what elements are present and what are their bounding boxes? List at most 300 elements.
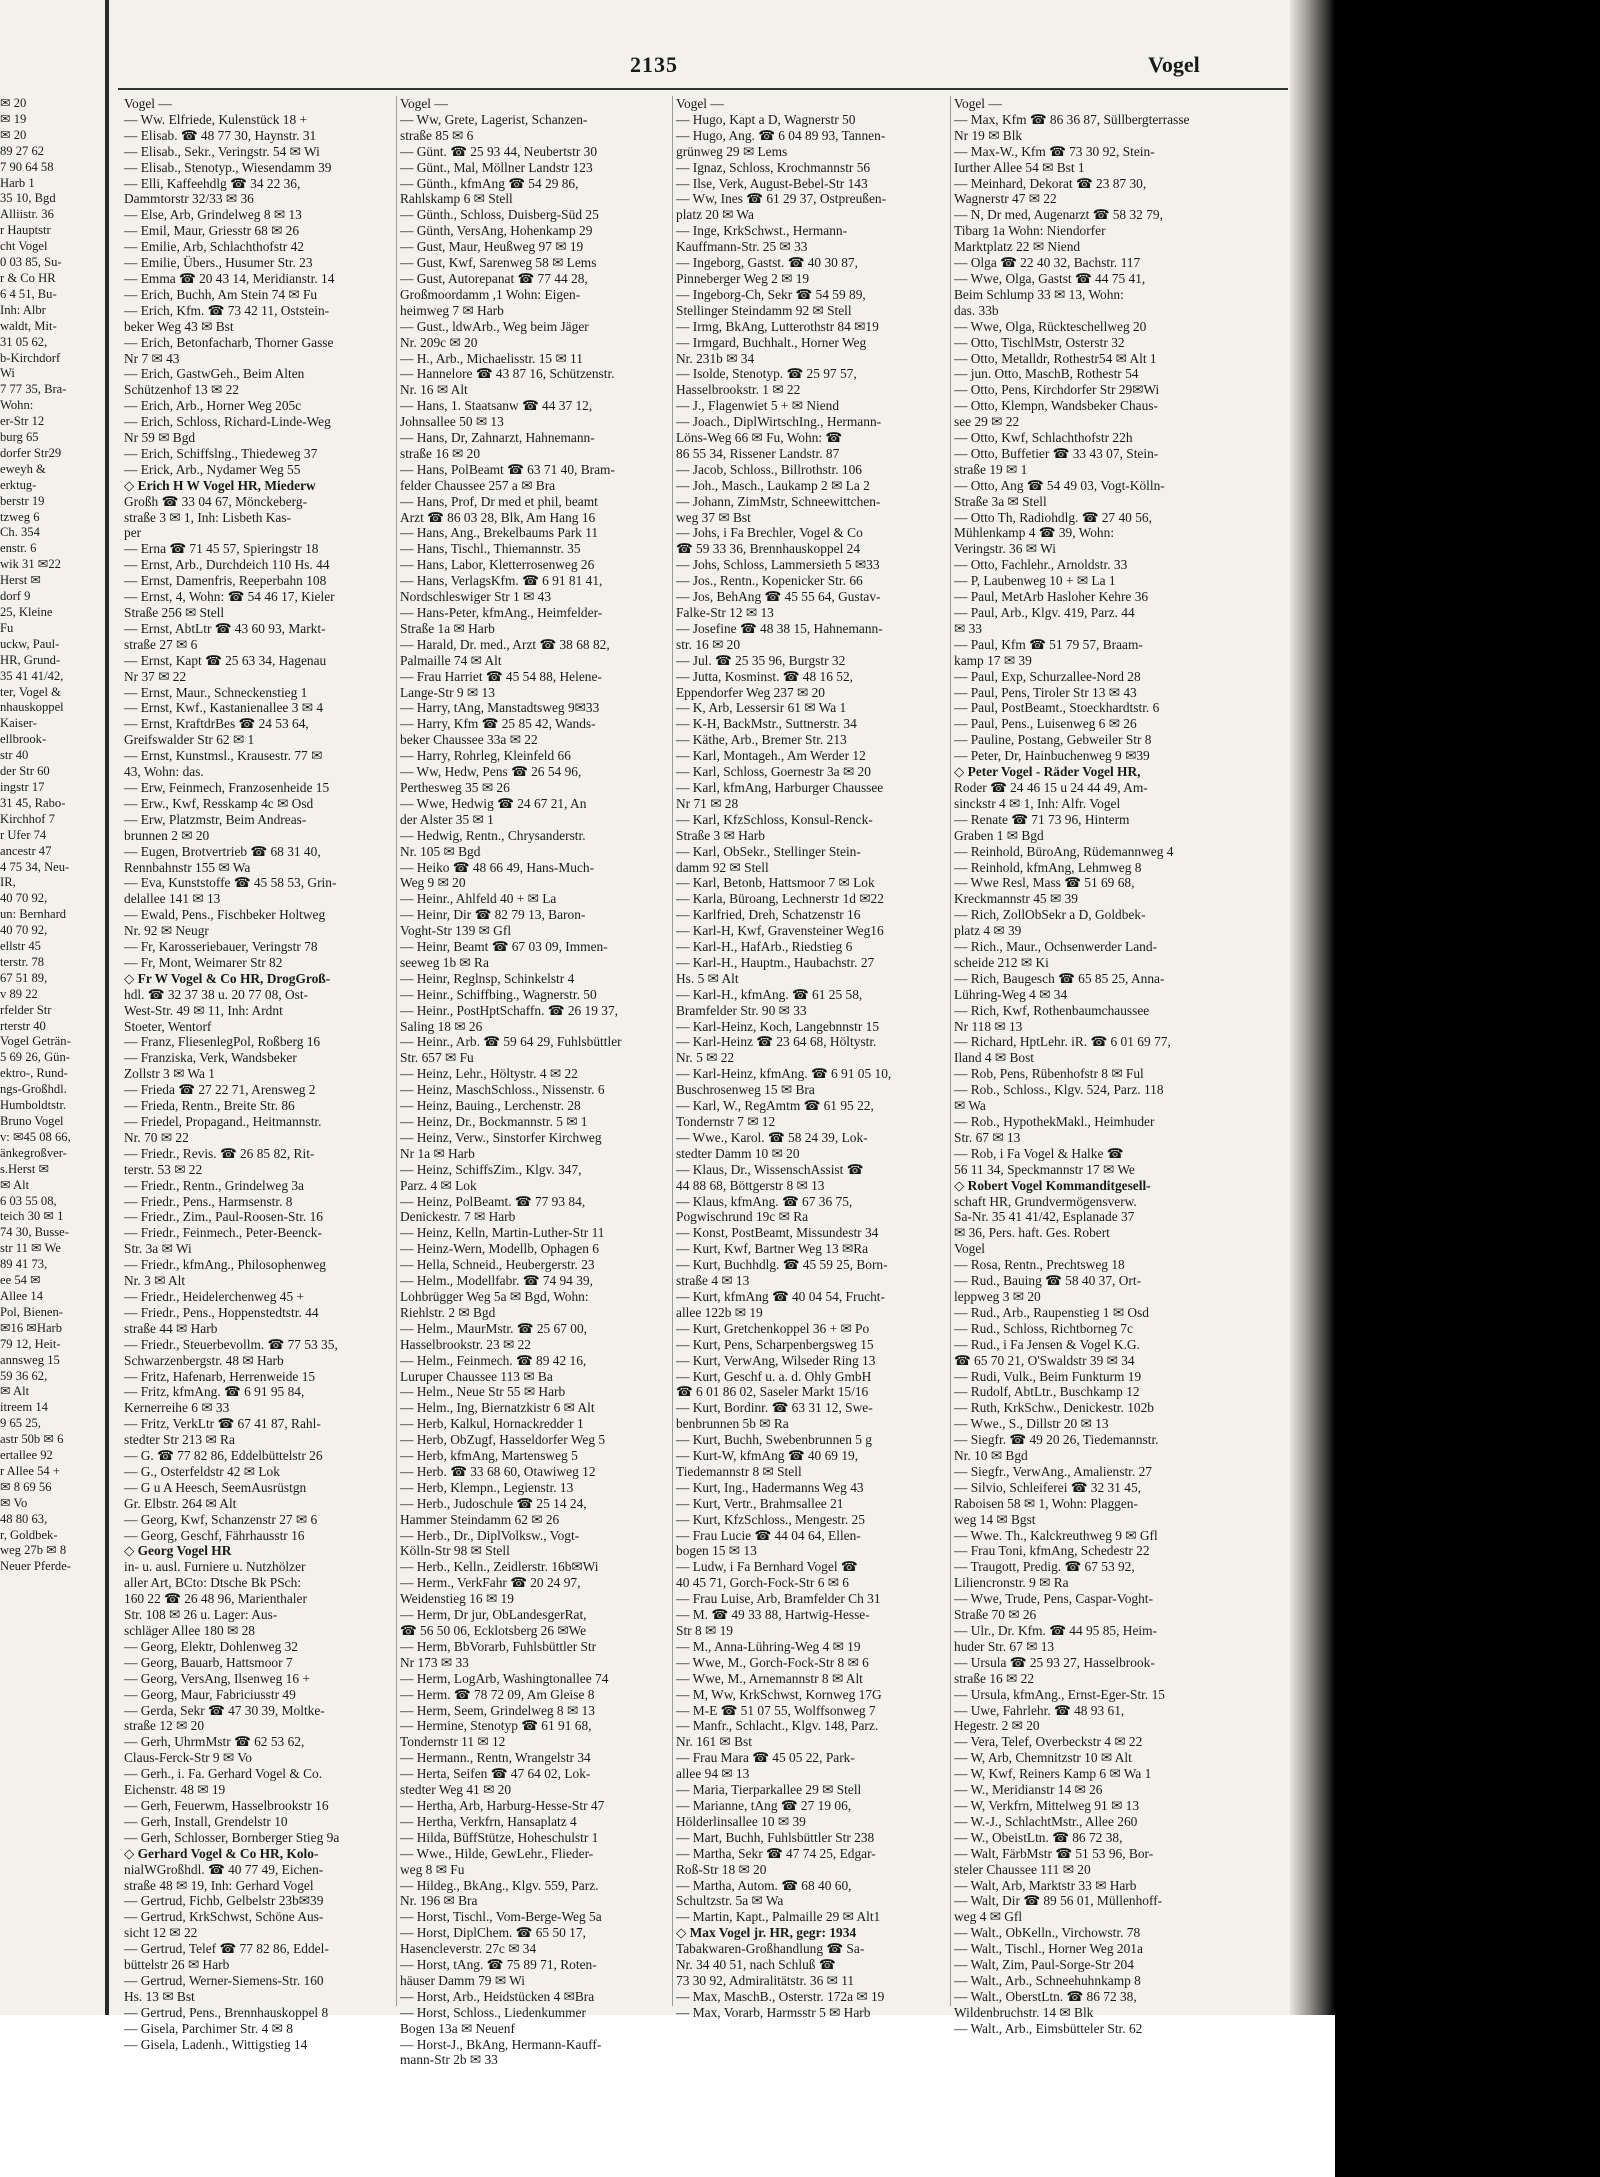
directory-entry-line: Nr. 161 ✉ Bst: [676, 1734, 752, 1750]
directory-entry-line: Ch. 354: [0, 525, 40, 540]
directory-entry-line: ☎ 56 50 06, Ecklotsberg 26 ✉We: [400, 1623, 587, 1638]
directory-entry-line: ☎ 6 01 86 02, Saseler Markt 15/16: [676, 1384, 869, 1400]
directory-entry-line: — Max-W., Kfm ☎ 73 30 92, Stein-: [954, 143, 1155, 159]
directory-entry-line: 59 36 62,: [0, 1368, 48, 1383]
directory-entry-line: — Heinz, Dr., Bockmannstr. 5 ✉ 1: [400, 1114, 588, 1129]
directory-entry-line: — W., Meridianstr 14 ✉ 26: [954, 1782, 1103, 1798]
directory-entry-line: — Kurt-W, kfmAng ☎ 40 69 19,: [676, 1448, 859, 1464]
directory-entry-line: Denickestr. 7 ✉ Harb: [400, 1209, 516, 1225]
directory-entry-line: — Walt., Tischl., Horner Weg 201a: [954, 1941, 1143, 1957]
directory-entry-line: — Heinr., Ahlfeld 40 + ✉ La: [400, 891, 557, 907]
directory-entry-line: Nr 173 ✉ 33: [400, 1654, 469, 1670]
directory-entry-line: — Heinr, Beamt ☎ 67 03 09, Immen-: [400, 939, 608, 955]
directory-entry-line: ◇ Georg Vogel HR: [124, 1543, 232, 1559]
directory-entry-line: — Heinr., Arb. ☎ 59 64 29, Fuhlsbüttler: [400, 1034, 622, 1050]
directory-entry-line: — Helm., Neue Str 55 ✉ Harb: [400, 1384, 566, 1400]
directory-entry-line: — Friedr., Feinmech., Peter-Beenck-: [124, 1225, 322, 1241]
directory-entry-line: ellstr 45: [0, 939, 41, 954]
directory-entry-line: Stellinger Steindamm 92 ✉ Stell: [676, 302, 852, 318]
directory-entry-line: — Wwe, Olga, Rückteschellweg 20: [954, 318, 1147, 334]
directory-entry-line: — Kurt, Buchhdlg. ☎ 45 59 25, Born-: [676, 1257, 888, 1273]
directory-entry-line: — Martin, Kapt., Palmaille 29 ✉ Alt1: [676, 1909, 881, 1925]
directory-entry-line: — Georg, Elektr, Dohlenweg 32: [124, 1638, 298, 1654]
directory-entry-line: heimweg 7 ✉ Harb: [400, 302, 504, 318]
directory-entry-line: — Hugo, Ang. ☎ 6 04 89 93, Tannen-: [676, 127, 886, 143]
directory-entry-line: ☎ 59 33 36, Brennhauskoppel 24: [676, 541, 861, 557]
directory-entry-line: — Frieda, Rentn., Breite Str. 86: [124, 1098, 295, 1114]
directory-entry-line: — Helm., Feinmech. ☎ 89 42 16,: [400, 1352, 587, 1368]
directory-entry-line: Nordschleswiger Str 1 ✉ 43: [400, 589, 552, 605]
directory-entry-line: v 89 22: [0, 986, 38, 1001]
directory-entry-line: — Horst-J., BkAng, Hermann-Kauff-: [400, 2036, 602, 2052]
directory-entry-line: Allee 14: [0, 1288, 44, 1303]
directory-entry-line: Nr 1a ✉ Harb: [400, 1145, 475, 1161]
directory-entry-line: — Herb, ObZugf, Hasseldorfer Weg 5: [400, 1432, 606, 1448]
directory-entry-line: annsweg 15: [0, 1352, 60, 1367]
directory-entry-line: Tondernstr 7 ✉ 12: [676, 1114, 776, 1129]
directory-entry-line: — Wwe, Trude, Pens, Caspar-Voght-: [954, 1591, 1153, 1607]
directory-entry-line: 160 22 ☎ 26 48 96, Marienthaler: [124, 1591, 307, 1607]
directory-entry-line: — Herm, BbVorarb, Fuhlsbüttler Str: [400, 1638, 597, 1654]
directory-entry-line: — W, Verkfrn, Mittelweg 91 ✉ 13: [954, 1797, 1140, 1813]
directory-entry-line: ✉ Alt: [0, 1384, 30, 1399]
directory-entry-line: Vogel —: [676, 96, 724, 111]
directory-entry-line: Parz. 4 ✉ Lok: [400, 1177, 477, 1193]
directory-entry-line: — Harry, Rohrleg, Kleinfeld 66: [400, 748, 571, 764]
directory-entry-line: — Paul, Kfm ☎ 51 79 57, Braam-: [954, 636, 1143, 652]
directory-entry-line: Schützenhof 13 ✉ 22: [124, 382, 239, 398]
directory-entry-line: Vogel Geträn-: [0, 1034, 71, 1049]
directory-entry-line: 7 77 35, Bra-: [0, 382, 67, 397]
directory-entry-line: straße 12 ✉ 20: [124, 1718, 205, 1734]
directory-entry-line: — Kurt, kfmAng ☎ 40 04 54, Frucht-: [676, 1288, 885, 1304]
directory-entry-line: straße 4 ✉ 13: [676, 1273, 750, 1289]
directory-entry-line: ◇ Fr W Vogel & Co HR, DrogGroß-: [124, 970, 331, 986]
directory-entry-line: kamp 17 ✉ 39: [954, 652, 1032, 668]
directory-entry-line: — Karl-H., HafArb., Riedstieg 6: [676, 939, 853, 955]
directory-entry-line: Tibarg 1a Wohn: Niendorfer: [954, 223, 1106, 239]
directory-entry-line: — Gust., ldwArb., Weg beim Jäger: [400, 318, 589, 334]
directory-entry-line: — Horst, Arb., Heidstücken 4 ✉Bra: [400, 1988, 595, 2004]
directory-entry-line: — Hella, Schneid., Heubergerstr. 23: [400, 1257, 595, 1273]
directory-entry-line: — Martha, Autom. ☎ 68 40 60,: [676, 1877, 852, 1893]
directory-entry-line: — Hans, PolBeamt ☎ 63 71 40, Bram-: [400, 461, 615, 477]
directory-entry-line: Saling 18 ✉ 26: [400, 1018, 483, 1034]
directory-entry-line: — W, Kwf, Reiners Kamp 6 ✉ Wa 1: [954, 1766, 1152, 1782]
directory-entry-line: — Max, Kfm ☎ 86 36 87, Süllbergterrasse: [954, 111, 1190, 127]
directory-entry-line: — Ernst, 4, Wohn: ☎ 54 46 17, Kieler: [124, 589, 335, 605]
directory-entry-line: änkegroßver-: [0, 1145, 67, 1160]
directory-entry-line: Pol, Bienen-: [0, 1304, 63, 1319]
directory-entry-line: — Silvio, Schleiferei ☎ 32 31 45,: [954, 1479, 1142, 1495]
directory-entry-line: — Maria, Tierparkallee 29 ✉ Stell: [676, 1782, 862, 1798]
directory-entry-line: — Elli, Kaffeehdlg ☎ 34 22 36,: [124, 175, 301, 191]
directory-entry-line: Vogel: [954, 1241, 985, 1257]
directory-entry-line: dorfer Str29: [0, 445, 62, 460]
directory-entry-line: Eichenstr. 48 ✉ 19: [124, 1782, 226, 1798]
directory-entry-line: Roder ☎ 24 46 15 u 24 44 49, Am-: [954, 779, 1148, 795]
directory-entry-line: — Herb, kfmAng, Martensweg 5: [400, 1448, 578, 1464]
directory-entry-line: — Rud., i Fa Jensen & Vogel K.G.: [954, 1336, 1140, 1352]
directory-entry-line: — Klaus, kfmAng. ☎ 67 36 75,: [676, 1193, 853, 1209]
directory-entry-line: benbrunnen 5b ✉ Ra: [676, 1416, 789, 1432]
directory-entry-line: — Walt., ObKelln., Virchowstr. 78: [954, 1925, 1141, 1941]
directory-entry-line: — Georg, VersAng, Ilsenweg 16 +: [124, 1670, 310, 1686]
directory-entry-line: Tiedemannstr 8 ✉ Stell: [676, 1463, 802, 1479]
directory-entry-line: — Karl-Heinz, kfmAng. ☎ 6 91 05 10,: [676, 1066, 892, 1082]
directory-entry-line: aller Art, BCto: Dtsche Bk PSch:: [124, 1575, 302, 1591]
directory-entry-line: Vogel —: [124, 96, 172, 111]
directory-entry-line: — Wwe. Th., Kalckreuthweg 9 ✉ Gfl: [954, 1527, 1158, 1543]
directory-entry-line: — Else, Arb, Grindelweg 8 ✉ 13: [124, 207, 302, 223]
directory-entry-line: 6 4 51, Bu-: [0, 286, 57, 301]
directory-entry-line: 89 41 73,: [0, 1257, 48, 1272]
directory-entry-line: — Friedr., Rentn., Grindelweg 3a: [124, 1177, 304, 1193]
directory-entry-line: — Martha, Sekr ☎ 47 74 25, Edgar-: [676, 1845, 876, 1861]
directory-entry-line: weg 14 ✉ Bgst: [954, 1511, 1036, 1527]
directory-entry-line: 89 27 62: [0, 143, 45, 158]
directory-entry-line: — Rich, Kwf, Rothenbaumchaussee: [954, 1002, 1150, 1018]
directory-entry-line: — Paul, PostBeamt., Stoeckhardtstr. 6: [954, 700, 1160, 716]
directory-entry-line: — Erw, Feinmech, Franzosenheide 15: [124, 779, 330, 795]
page-gutter: [105, 0, 109, 2015]
directory-entry-line: — Wwe Resl, Mass ☎ 51 69 68,: [954, 875, 1135, 891]
directory-entry-line: — Paul, Pens., Luisenweg 6 ✉ 26: [954, 716, 1137, 732]
directory-entry-line: bogen 15 ✉ 13: [676, 1543, 757, 1559]
directory-entry-line: — Ruth, KrkSchw., Denickestr. 102b: [954, 1400, 1154, 1416]
directory-entry-line: rterstr 40: [0, 1018, 46, 1033]
directory-entry-line: — Heinz, Verw., Sinstorfer Kirchweg: [400, 1129, 602, 1145]
directory-entry-line: — Wwe., Hilde, GewLehr., Flieder-: [400, 1845, 594, 1861]
directory-entry-line: — Joh., Masch., Laukamp 2 ✉ La 2: [676, 477, 870, 493]
directory-entry-line: — Fritz, VerkLtr ☎ 67 41 87, Rahl-: [124, 1416, 321, 1432]
directory-entry-line: 35 10, Bgd: [0, 191, 56, 206]
directory-entry-line: 43, Wohn: das.: [124, 764, 204, 780]
directory-entry-line: — Reinhold, BüroAng, Rüdemannweg 4: [954, 843, 1174, 859]
directory-entry-line: — Rudolf, AbtLtr., Buschkamp 12: [954, 1384, 1140, 1400]
page-edge-shadow: [1290, 0, 1335, 2015]
directory-entry-line: — Günt. ☎ 25 93 44, Neubertstr 30: [400, 143, 598, 159]
directory-entry-line: — Frau Mara ☎ 45 05 22, Park-: [676, 1750, 855, 1766]
directory-entry-line: — Helm., Ing, Biernatzkistr 6 ✉ Alt: [400, 1400, 595, 1416]
directory-entry-line: — W, Arb, Chemnitzstr 10 ✉ Alt: [954, 1750, 1132, 1766]
directory-entry-line: — Heinr, Reglnsp, Schinkelstr 4: [400, 970, 575, 986]
directory-entry-line: West-Str. 49 ✉ 11, Inh: Ardnt: [124, 1002, 283, 1018]
directory-entry-line: Dammtorstr 32/33 ✉ 36: [124, 191, 254, 207]
directory-entry-line: — Hans, Labor, Kletterrosenweg 26: [400, 557, 595, 573]
directory-entry-line: delallee 141 ✉ 13: [124, 891, 221, 907]
directory-entry-line: der Str 60: [0, 764, 50, 779]
directory-entry-line: — Wwe, M., Arnemannstr 8 ✉ Alt: [676, 1670, 863, 1686]
directory-entry-line: Johnsallee 50 ✉ 13: [400, 414, 504, 430]
directory-entry-line: — Otto, Ang ☎ 54 49 03, Vogt-Kölln-: [954, 477, 1165, 493]
directory-entry-line: Fu: [0, 620, 14, 635]
directory-entry-line: terstr. 78: [0, 954, 45, 969]
directory-entry-line: — Kurt, VerwAng, Wilseder Ring 13: [676, 1352, 876, 1368]
directory-entry-line: 40 70 92,: [0, 891, 48, 906]
directory-entry-line: — Kurt, Pens, Scharpenbergsweg 15: [676, 1336, 874, 1352]
directory-entry-line: Nr 7 ✉ 43: [124, 350, 180, 366]
directory-entry-line: — Friedr., kfmAng., Philosophenweg: [124, 1257, 326, 1273]
directory-entry-line: — Mart, Buchh, Fuhlsbüttler Str 238: [676, 1829, 875, 1845]
directory-entry-line: 4 75 34, Neu-: [0, 859, 70, 874]
directory-entry-line: — Eva, Kunststoffe ☎ 45 58 53, Grin-: [124, 875, 337, 891]
directory-entry-line: Hasselbrookstr. 23 ✉ 22: [400, 1336, 531, 1352]
directory-entry-line: — Ulr., Dr. Kfm. ☎ 44 95 85, Heim-: [954, 1623, 1158, 1638]
directory-entry-line: Nr. 34 40 51, nach Schluß ☎: [676, 1957, 836, 1973]
directory-entry-line: str. 16 ✉ 20: [676, 636, 741, 652]
directory-entry-line: r & Co HR: [0, 270, 56, 285]
directory-entry-line: Nr. 231b ✉ 34: [676, 350, 755, 366]
directory-entry-line: Kauffmann-Str. 25 ✉ 33: [676, 239, 808, 255]
directory-entry-line: Lühring-Weg 4 ✉ 34: [954, 986, 1068, 1002]
directory-entry-line: häuser Damm 79 ✉ Wi: [400, 1972, 525, 1988]
directory-entry-line: ✉16 ✉Harb: [0, 1320, 63, 1335]
directory-entry-line: schaft HR, Grundvermögensverw.: [954, 1193, 1137, 1209]
directory-entry-line: — Ww. Elfriede, Kulenstück 18 +: [124, 111, 308, 127]
directory-entry-line: — Heinr., Schiffbing., Wagnerstr. 50: [400, 986, 597, 1002]
directory-entry-line: — Heinz, Bauing., Lerchenstr. 28: [400, 1098, 581, 1114]
directory-entry-line: — Ernst, KraftdrBes ☎ 24 53 64,: [124, 716, 309, 732]
directory-entry-line: ✉ Vo: [0, 1495, 28, 1510]
directory-entry-line: ✉ 20: [0, 96, 27, 110]
directory-entry-line: 73 30 92, Admiralitätstr. 36 ✉ 11: [676, 1972, 855, 1988]
directory-entry-line: — Fritz, kfmAng. ☎ 6 91 95 84,: [124, 1384, 305, 1400]
directory-entry-line: r, Goldbek-: [0, 1527, 58, 1542]
directory-entry-line: Kreckmannstr 45 ✉ 39: [954, 891, 1078, 907]
directory-entry-line: — Gust, Kwf, Sarenweg 58 ✉ Lems: [400, 255, 597, 271]
directory-entry-line: — Kurt, Ing., Hadermanns Weg 43: [676, 1479, 864, 1495]
directory-entry-line: Straße 3a ✉ Stell: [954, 493, 1047, 509]
directory-entry-line: Wagnerstr 47 ✉ 22: [954, 191, 1057, 207]
directory-entry-line: — Erna ☎ 71 45 57, Spieringstr 18: [124, 541, 319, 557]
directory-entry-line: ngs-Großhdl.: [0, 1082, 67, 1097]
directory-entry-line: Herst ✉: [0, 573, 41, 588]
directory-entry-line: — Rud., Schloss, Richtborneg 7c: [954, 1320, 1133, 1336]
directory-entry-line: — Friedr., Revis. ☎ 26 85 82, Rit-: [124, 1145, 315, 1161]
directory-entry-line: 7 90 64 58: [0, 159, 54, 174]
directory-entry-line: — Karl-Heinz ☎ 23 64 68, Höltystr.: [676, 1034, 877, 1050]
directory-entry-line: Weg 9 ✉ 20: [400, 875, 466, 891]
directory-entry-line: Pinneberger Weg 2 ✉ 19: [676, 270, 810, 286]
directory-entry-line: Hs. 5 ✉ Alt: [676, 970, 739, 986]
directory-entry-line: — Erich, Buchh, Am Stein 74 ✉ Fu: [124, 286, 318, 302]
left-page-fragment-column: [0, 96, 100, 1575]
directory-entry-line: — Karlfried, Dreh, Schatzenstr 16: [676, 907, 861, 923]
directory-entry-line: — Kurt, Bordinr. ☎ 63 31 12, Swe-: [676, 1400, 873, 1416]
directory-entry-line: — Ingeborg, Gastst. ☎ 40 30 87,: [676, 255, 858, 271]
running-head: Vogel: [1148, 52, 1200, 77]
directory-entry-line: straße 27 ✉ 6: [124, 636, 198, 652]
directory-entry-line: allee 122b ✉ 19: [676, 1304, 763, 1320]
directory-entry-line: Liliencronstr. 9 ✉ Ra: [954, 1575, 1069, 1591]
directory-entry-line: — Gisela, Parchimer Str. 4 ✉ 8: [124, 2020, 293, 2036]
directory-entry-line: Bogen 13a ✉ Neuenf: [400, 2020, 515, 2036]
directory-entry-line: — Elisab., Stenotyp., Wiesendamm 39: [124, 159, 332, 175]
directory-entry-line: Wildenbruchstr. 14 ✉ Blk: [954, 2004, 1094, 2020]
directory-entry-line: huder Str. 67 ✉ 13: [954, 1638, 1055, 1654]
directory-entry-line: Straße 70 ✉ 26: [954, 1607, 1037, 1623]
directory-entry-line: — Georg, Maur, Fabriciusstr 49: [124, 1686, 296, 1702]
directory-entry-line: — Herb., Kelln., Zeidlerstr. 16b✉Wi: [400, 1559, 599, 1575]
directory-entry-line: — Friedr., Steuerbevollm. ☎ 77 53 35,: [124, 1336, 338, 1352]
directory-entry-line: Falke-Str 12 ✉ 13: [676, 605, 774, 620]
directory-entry-line: — Hans, 1. Staatsanw ☎ 44 37 12,: [400, 398, 593, 414]
directory-entry-line: — Herta, Seifen ☎ 47 64 02, Lok-: [400, 1766, 591, 1782]
directory-entry-line: — Johs, Schloss, Lammersieth 5 ✉33: [676, 557, 880, 573]
directory-column-1: [124, 96, 392, 2052]
directory-entry-line: wik 31 ✉22: [0, 557, 61, 572]
directory-entry-line: str 11 ✉ We: [0, 1241, 61, 1256]
page-number: 2135: [630, 52, 678, 77]
directory-entry-line: waldt, Mit-: [0, 318, 57, 333]
directory-entry-line: — Hannelore ☎ 43 87 16, Schützenstr.: [400, 366, 615, 382]
directory-entry-line: — Walt, Dir ☎ 89 56 01, Müllenhoff-: [954, 1893, 1163, 1909]
directory-entry-line: straße 16 ✉ 20: [400, 445, 481, 461]
directory-entry-line: — Irmg, BkAng, Lutterothstr 84 ✉19: [676, 318, 879, 334]
directory-entry-line: — Rich, Baugesch ☎ 65 85 25, Anna-: [954, 970, 1165, 986]
directory-entry-line: ◇ Max Vogel jr. HR, gegr: 1934: [676, 1925, 857, 1941]
directory-entry-line: Nr. 92 ✉ Neugr: [124, 923, 209, 939]
directory-entry-line: — G., Osterfeldstr 42 ✉ Lok: [124, 1463, 280, 1479]
directory-entry-line: felder Chaussee 257 a ✉ Bra: [400, 477, 556, 493]
directory-entry-line: ◇ Gerhard Vogel & Co HR, Kolo-: [124, 1845, 319, 1861]
directory-entry-line: — Otto, Klempn, Wandsbeker Chaus-: [954, 398, 1158, 414]
directory-entry-line: — Heinz, MaschSchloss., Nissenstr. 6: [400, 1082, 605, 1098]
directory-entry-line: straße 19 ✉ 1: [954, 461, 1028, 477]
directory-entry-line: — Herm, Dr jur, ObLandesgerRat,: [400, 1607, 587, 1623]
directory-entry-line: — Gerh., i. Fa. Gerhard Vogel & Co.: [124, 1766, 323, 1782]
directory-entry-line: — Ingeborg-Ch, Sekr ☎ 54 59 89,: [676, 286, 866, 302]
directory-entry-line: — K, Arb, Lessersir 61 ✉ Wa 1: [676, 700, 847, 716]
directory-entry-line: — Otto, TischlMstr, Osterstr 32: [954, 334, 1125, 350]
directory-entry-line: — Jutta, Kosminst. ☎ 48 16 52,: [676, 668, 854, 684]
directory-entry-line: — Heinz-Wern, Modellb, Ophagen 6: [400, 1241, 599, 1257]
directory-entry-line: — Herb., Judoschule ☎ 25 14 24,: [400, 1495, 587, 1511]
directory-entry-line: damm 92 ✉ Stell: [676, 859, 769, 875]
directory-entry-line: Humboldtstr.: [0, 1098, 67, 1113]
directory-entry-line: — Rich, ZollObSekr a D, Goldbek-: [954, 907, 1146, 923]
directory-entry-line: Großh ☎ 33 04 67, Mönckeberg-: [124, 493, 308, 509]
directory-column-4: [954, 96, 1224, 2037]
directory-entry-line: — Erw., Kwf, Resskamp 4c ✉ Osd: [124, 795, 314, 811]
directory-entry-line: Nr. 5 ✉ 22: [676, 1050, 735, 1066]
directory-entry-line: — Rosa, Rentn., Prechtsweg 18: [954, 1257, 1125, 1273]
directory-entry-line: Sa-Nr. 35 41 41/42, Esplanade 37: [954, 1209, 1135, 1225]
directory-entry-line: Alliistr. 36: [0, 207, 54, 222]
directory-entry-line: Straße 3 ✉ Harb: [676, 827, 765, 843]
directory-entry-line: — Herm., VerkFahr ☎ 20 24 97,: [400, 1575, 581, 1591]
directory-entry-line: — Emil, Maur, Griesstr 68 ✉ 26: [124, 223, 300, 239]
directory-entry-line: — Heiko ☎ 48 66 49, Hans-Much-: [400, 859, 595, 875]
directory-entry-line: HR, Grund-: [0, 652, 61, 667]
directory-entry-line: Lange-Str 9 ✉ 13: [400, 684, 495, 700]
directory-entry-line: — Gerh, Feuerwm, Hasselbrookstr 16: [124, 1797, 329, 1813]
directory-entry-line: — Ludw, i Fa Bernhard Vogel ☎: [676, 1559, 858, 1575]
directory-entry-line: stedter Damm 10 ✉ 20: [676, 1145, 800, 1161]
directory-entry-line: — Karl-Heinz, Koch, Langebnnstr 15: [676, 1018, 880, 1034]
directory-entry-line: — Gerh, UhrmMstr ☎ 62 53 62,: [124, 1734, 305, 1750]
directory-entry-line: — Frieda ☎ 27 22 71, Arensweg 2: [124, 1082, 316, 1098]
directory-entry-line: per: [124, 525, 142, 541]
directory-entry-line: — Ernst, AbtLtr ☎ 43 60 93, Markt-: [124, 620, 326, 636]
directory-entry-line: — Wwe, M., Gorch-Fock-Str 8 ✉ 6: [676, 1654, 869, 1670]
directory-entry-line: b-Kirchdorf: [0, 350, 61, 365]
directory-entry-line: weg 4 ✉ Gfl: [954, 1909, 1023, 1925]
directory-entry-line: — Joach., DiplWirtschIng., Hermann-: [676, 414, 882, 430]
directory-entry-line: r Ufer 74: [0, 827, 47, 842]
directory-entry-line: — N, Dr med, Augenarzt ☎ 58 32 79,: [954, 207, 1163, 223]
directory-entry-line: 35 41 41/42,: [0, 668, 64, 683]
directory-entry-line: — Paul, Exp, Schurzallee-Nord 28: [954, 668, 1141, 684]
directory-entry-line: Arzt ☎ 86 03 28, Blk, Am Hang 16: [400, 509, 596, 525]
directory-entry-line: — Gertrud, Fichb, Gelbelstr 23b✉39: [124, 1893, 324, 1909]
directory-entry-line: beker Chaussee 33a ✉ 22: [400, 732, 538, 748]
directory-entry-line: — Rob, i Fa Vogel & Halke ☎: [954, 1145, 1124, 1161]
column-divider: [396, 96, 397, 2006]
directory-entry-line: ✉ Alt: [0, 1177, 30, 1192]
directory-entry-line: 44 88 68, Böttgerstr 8 ✉ 13: [676, 1177, 825, 1193]
directory-entry-line: — Franziska, Verk, Wandsbeker: [124, 1050, 297, 1066]
directory-entry-line: Harb 1: [0, 175, 35, 190]
directory-entry-line: Eppendorfer Weg 237 ✉ 20: [676, 684, 825, 700]
directory-entry-line: Vogel —: [400, 96, 448, 111]
directory-entry-line: teich 30 ✉ 1: [0, 1209, 64, 1224]
directory-entry-line: — Otto, Kwf, Schlachthofstr 22h: [954, 430, 1133, 446]
directory-entry-line: — G u A Heesch, SeemAusrüstgn: [124, 1479, 307, 1495]
directory-entry-line: — Ignaz, Schloss, Krochmannstr 56: [676, 159, 871, 175]
directory-entry-line: — Walt., Arb., Schneehuhnkamp 8: [954, 1972, 1141, 1988]
directory-entry-line: — Ernst, Arb., Durchdeich 110 Hs. 44: [124, 557, 330, 573]
directory-entry-line: Nr. 3 ✉ Alt: [124, 1273, 186, 1289]
directory-entry-line: — Karl, Betonb, Hattsmoor 7 ✉ Lok: [676, 875, 875, 891]
directory-entry-line: — Rud., Bauing ☎ 58 40 37, Ort-: [954, 1273, 1142, 1289]
directory-entry-line: — Erich, Schiffslng., Thiedeweg 37: [124, 445, 318, 461]
directory-entry-line: Bruno Vogel: [0, 1114, 64, 1128]
directory-entry-line: — Otto, Buffetier ☎ 33 43 07, Stein-: [954, 445, 1159, 461]
directory-entry-line: — Frau Lucie ☎ 44 04 64, Ellen-: [676, 1527, 861, 1543]
directory-entry-line: — Georg, Kwf, Schanzenstr 27 ✉ 6: [124, 1511, 318, 1527]
directory-entry-line: — Emilie, Übers., Husumer Str. 23: [124, 255, 313, 271]
directory-entry-line: mann-Str 2b ✉ 33: [400, 2052, 498, 2068]
directory-entry-line: — Hans, Tischl., Thiemannstr. 35: [400, 541, 581, 557]
directory-entry-line: — Friedr., Pens., Hoppenstedtstr. 44: [124, 1304, 319, 1320]
directory-entry-line: Nr. 10 ✉ Bgd: [954, 1448, 1028, 1464]
directory-entry-line: IR,: [0, 875, 16, 890]
directory-entry-line: 86 55 34, Rissener Landstr. 87: [676, 445, 840, 461]
directory-entry-line: — Walt., OberstLtn. ☎ 86 72 38,: [954, 1988, 1137, 2004]
directory-entry-line: — Karl, kfmAng, Harburger Chaussee: [676, 779, 884, 795]
directory-entry-line: Nr. 105 ✉ Bgd: [400, 843, 481, 859]
directory-entry-line: — Karl, ObSekr., Stellinger Stein-: [676, 843, 861, 859]
directory-entry-line: 31 45, Rabo-: [0, 795, 66, 810]
directory-entry-line: Str. 3a ✉ Wi: [124, 1241, 192, 1257]
directory-entry-line: str 40: [0, 748, 29, 763]
directory-entry-line: Großmoordamm ,1 Wohn: Eigen-: [400, 286, 581, 302]
directory-entry-line: leppweg 3 ✉ 20: [954, 1288, 1041, 1304]
directory-entry-line: erktug-: [0, 477, 37, 492]
directory-entry-line: er-Str 12: [0, 414, 45, 429]
directory-entry-line: — Inge, KrkSchwst., Hermann-: [676, 223, 848, 239]
directory-entry-line: — Heinz, Kelln, Martin-Luther-Str 11: [400, 1225, 605, 1241]
directory-entry-line: — Isolde, Stenotyp. ☎ 25 97 57,: [676, 366, 857, 382]
directory-entry-line: 79 12, Heit-: [0, 1336, 61, 1351]
directory-entry-line: enstr. 6: [0, 541, 37, 556]
directory-entry-line: Pertheswеg 35 ✉ 26: [400, 779, 510, 795]
directory-entry-line: ✉ 19: [0, 111, 27, 126]
directory-entry-line: Löns-Weg 66 ✉ Fu, Wohn: ☎: [676, 430, 843, 446]
directory-entry-line: — Rob, Pens, Rübenhofstr 8 ✉ Ful: [954, 1066, 1144, 1082]
